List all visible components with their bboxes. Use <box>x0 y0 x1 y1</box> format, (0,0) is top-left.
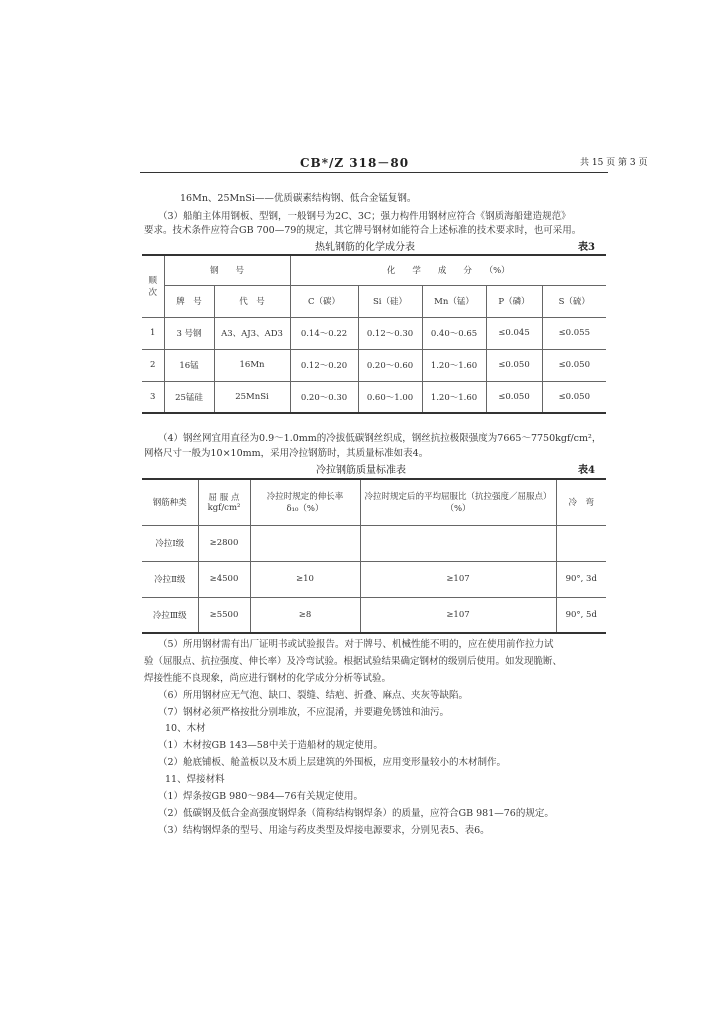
table3-cell-c: 0.20～0.30 <box>290 381 358 413</box>
table3-cell-si: 0.20～0.60 <box>358 349 422 381</box>
section-11-title: 11、焊接材料 <box>165 774 225 785</box>
table4-header-yield <box>198 479 250 525</box>
text-line-0: 16Mn、25MnSi——优质碳素结构钢、低合金锰复钢。 <box>180 193 417 204</box>
para4-line1: （4）钢丝网宜用直径为0.9～1.0mm的冷拔低碳钢丝织成，钢丝抗拉极限强度为7665～7750kgf/cm²， <box>158 433 602 444</box>
table3-cell-code: 16Mn <box>214 349 290 381</box>
para5-line2: 验（屈服点、抗拉强度、伸长率）及冷弯试验。根据试验结果确定钢材的级别后使用。如发现脆断、 <box>144 656 563 667</box>
section-10-item2: （2）舱底铺板、舱盖板以及木质上层建筑的外围板，应用变形量较小的木材制作。 <box>158 757 507 768</box>
table3-cell-n: 3 <box>142 381 164 413</box>
table-row <box>142 561 606 597</box>
table4-cell-kind: 冷拉Ⅱ级 <box>142 561 198 597</box>
section-11-item1: （1）焊条按GB 980～984—76有关规定使用。 <box>158 791 363 802</box>
table3-header-composition: 化 学 成 分 （%） <box>290 255 606 285</box>
table4-cell-ratio: ≥107 <box>360 597 556 633</box>
table-row <box>142 317 606 349</box>
table3-cell-c: 0.12～0.20 <box>290 349 358 381</box>
table3-header-mn: Mn（锰） <box>422 285 486 317</box>
table4-cell-elong: ≥8 <box>250 597 360 633</box>
table3-cell-mark: 3 号钢 <box>164 317 214 349</box>
table4-cell-bend <box>556 525 606 561</box>
table3-cell-n: 1 <box>142 317 164 349</box>
table4-cell-kind: 冷拉Ⅲ级 <box>142 597 198 633</box>
table3-number: 表3 <box>578 242 595 253</box>
table4-cell-yield: ≥5500 <box>198 597 250 633</box>
table3-header-mark: 牌 号 <box>164 285 214 317</box>
table4-header-yield-label: 屈 服 点 <box>208 493 240 504</box>
para5-line1: （5）所用钢材需有出厂证明书或试验报告。对于牌号、机械性能不明的，应在使用前作拉力试 <box>158 639 554 650</box>
section-11-item2: （2）低碳钢及低合金高强度钢焊条（简称结构钢焊条）的质量，应符合GB 981—76的规定。 <box>158 808 554 819</box>
table4-cell-ratio <box>360 525 556 561</box>
table3-cell-si: 0.12～0.30 <box>358 317 422 349</box>
table4-header-ratio-label: 冷拉时规定后的平均屈服比（抗拉强度／屈服点） <box>364 492 552 503</box>
para7: （7）钢材必须严格按批分别堆放，不应混淆，并要避免锈蚀和油污。 <box>158 707 450 718</box>
para6: （6）所用钢材应无气泡、缺口、裂缝、结疤、折叠、麻点、夹灰等缺陷。 <box>158 690 469 701</box>
table4-header-elong <box>250 479 360 525</box>
para3-line2: 要求。技术条件应符合GB 700—79的规定，其它牌号钢材如能符合上述标准的技术要求时，也可采用。 <box>144 225 582 236</box>
table4-caption: 冷拉钢筋质量标准表 <box>316 465 406 476</box>
table3-header-seq: 顺 次 <box>142 255 164 317</box>
table3-cell-mn: 1.20～1.60 <box>422 349 486 381</box>
table4-header-elong-label: 冷拉时规定的伸长率 <box>266 492 344 503</box>
table3-caption: 热轧钢筋的化学成分表 <box>315 242 415 253</box>
table3-header-s: S（硫） <box>542 285 606 317</box>
table-row <box>142 525 606 561</box>
para3-line1: （3）船舶主体用钢板、型钢，一般钢号为2C、3C；强力构件用钢材应符合《钢质海船建造规范》 <box>158 211 571 222</box>
table3-cell-mn: 0.40～0.65 <box>422 317 486 349</box>
table3-header-code: 代 号 <box>214 285 290 317</box>
table4-cell-ratio: ≥107 <box>360 561 556 597</box>
table-row <box>142 597 606 633</box>
table-row <box>142 381 606 413</box>
table3-cell-p: ≤0.050 <box>486 381 542 413</box>
table3-cell-code: 25MnSi <box>214 381 290 413</box>
table4-header-ratio <box>360 479 556 525</box>
table3-cell-si: 0.60～1.00 <box>358 381 422 413</box>
table3-header-c: C（碳） <box>290 285 358 317</box>
table-row <box>142 349 606 381</box>
table4-header-yield-unit: kgf/cm² <box>207 503 241 514</box>
table3-cell-n: 2 <box>142 349 164 381</box>
table3-header-grade: 钢 号 <box>164 255 290 285</box>
table4-header-ratio-unit: （%） <box>445 504 471 515</box>
table3-cell-c: 0.14～0.22 <box>290 317 358 349</box>
table4-cell-yield: ≥2800 <box>198 525 250 561</box>
table3-cell-code: A3、AJ3、AD3 <box>214 317 290 349</box>
table3-cell-mn: 1.20～1.60 <box>422 381 486 413</box>
para4-line2: 网格尺寸一般为10×10mm，采用冷拉钢筋时，其质量标准如表4。 <box>144 448 429 459</box>
table3-cell-s: ≤0.050 <box>542 381 606 413</box>
table4-cell-elong: ≥10 <box>250 561 360 597</box>
table3-cell-s: ≤0.050 <box>542 349 606 381</box>
para5-line3: 焊接性能不良现象，尚应进行钢材的化学成分分析等试验。 <box>144 673 392 684</box>
table4-cell-kind: 冷拉Ⅰ级 <box>142 525 198 561</box>
table4-header-elong-unit: δ₁₀（%） <box>286 504 324 515</box>
table3-cell-mark: 16锰 <box>164 349 214 381</box>
header-rule <box>140 172 608 173</box>
table3-header-si: Si（硅） <box>358 285 422 317</box>
table4-cell-bend: 90°, 5d <box>556 597 606 633</box>
table3-cell-p: ≤0.045 <box>486 317 542 349</box>
table4-cell-elong <box>250 525 360 561</box>
table4 <box>142 478 606 634</box>
table3-cell-mark: 25锰硅 <box>164 381 214 413</box>
table4-cell-yield: ≥4500 <box>198 561 250 597</box>
table4-number: 表4 <box>578 465 595 476</box>
table3 <box>142 254 606 414</box>
section-11-item3: （3）结构钢焊条的型号、用途与药皮类型及焊接电源要求，分别见表5、表6。 <box>158 825 490 836</box>
table4-header-kind: 钢筋种类 <box>142 479 198 525</box>
section-10-item1: （1）木材按GB 143—58中关于造船材的规定使用。 <box>158 740 383 751</box>
page-indicator: 共 15 页 第 3 页 <box>580 158 648 168</box>
standard-code: CB*/Z 318－80 <box>300 156 410 170</box>
table3-cell-s: ≤0.055 <box>542 317 606 349</box>
table3-header-p: P（磷） <box>486 285 542 317</box>
table4-cell-bend: 90°, 3d <box>556 561 606 597</box>
section-10-title: 10、木材 <box>165 723 206 734</box>
table3-cell-p: ≤0.050 <box>486 349 542 381</box>
table4-header-bend: 冷 弯 <box>556 479 606 525</box>
